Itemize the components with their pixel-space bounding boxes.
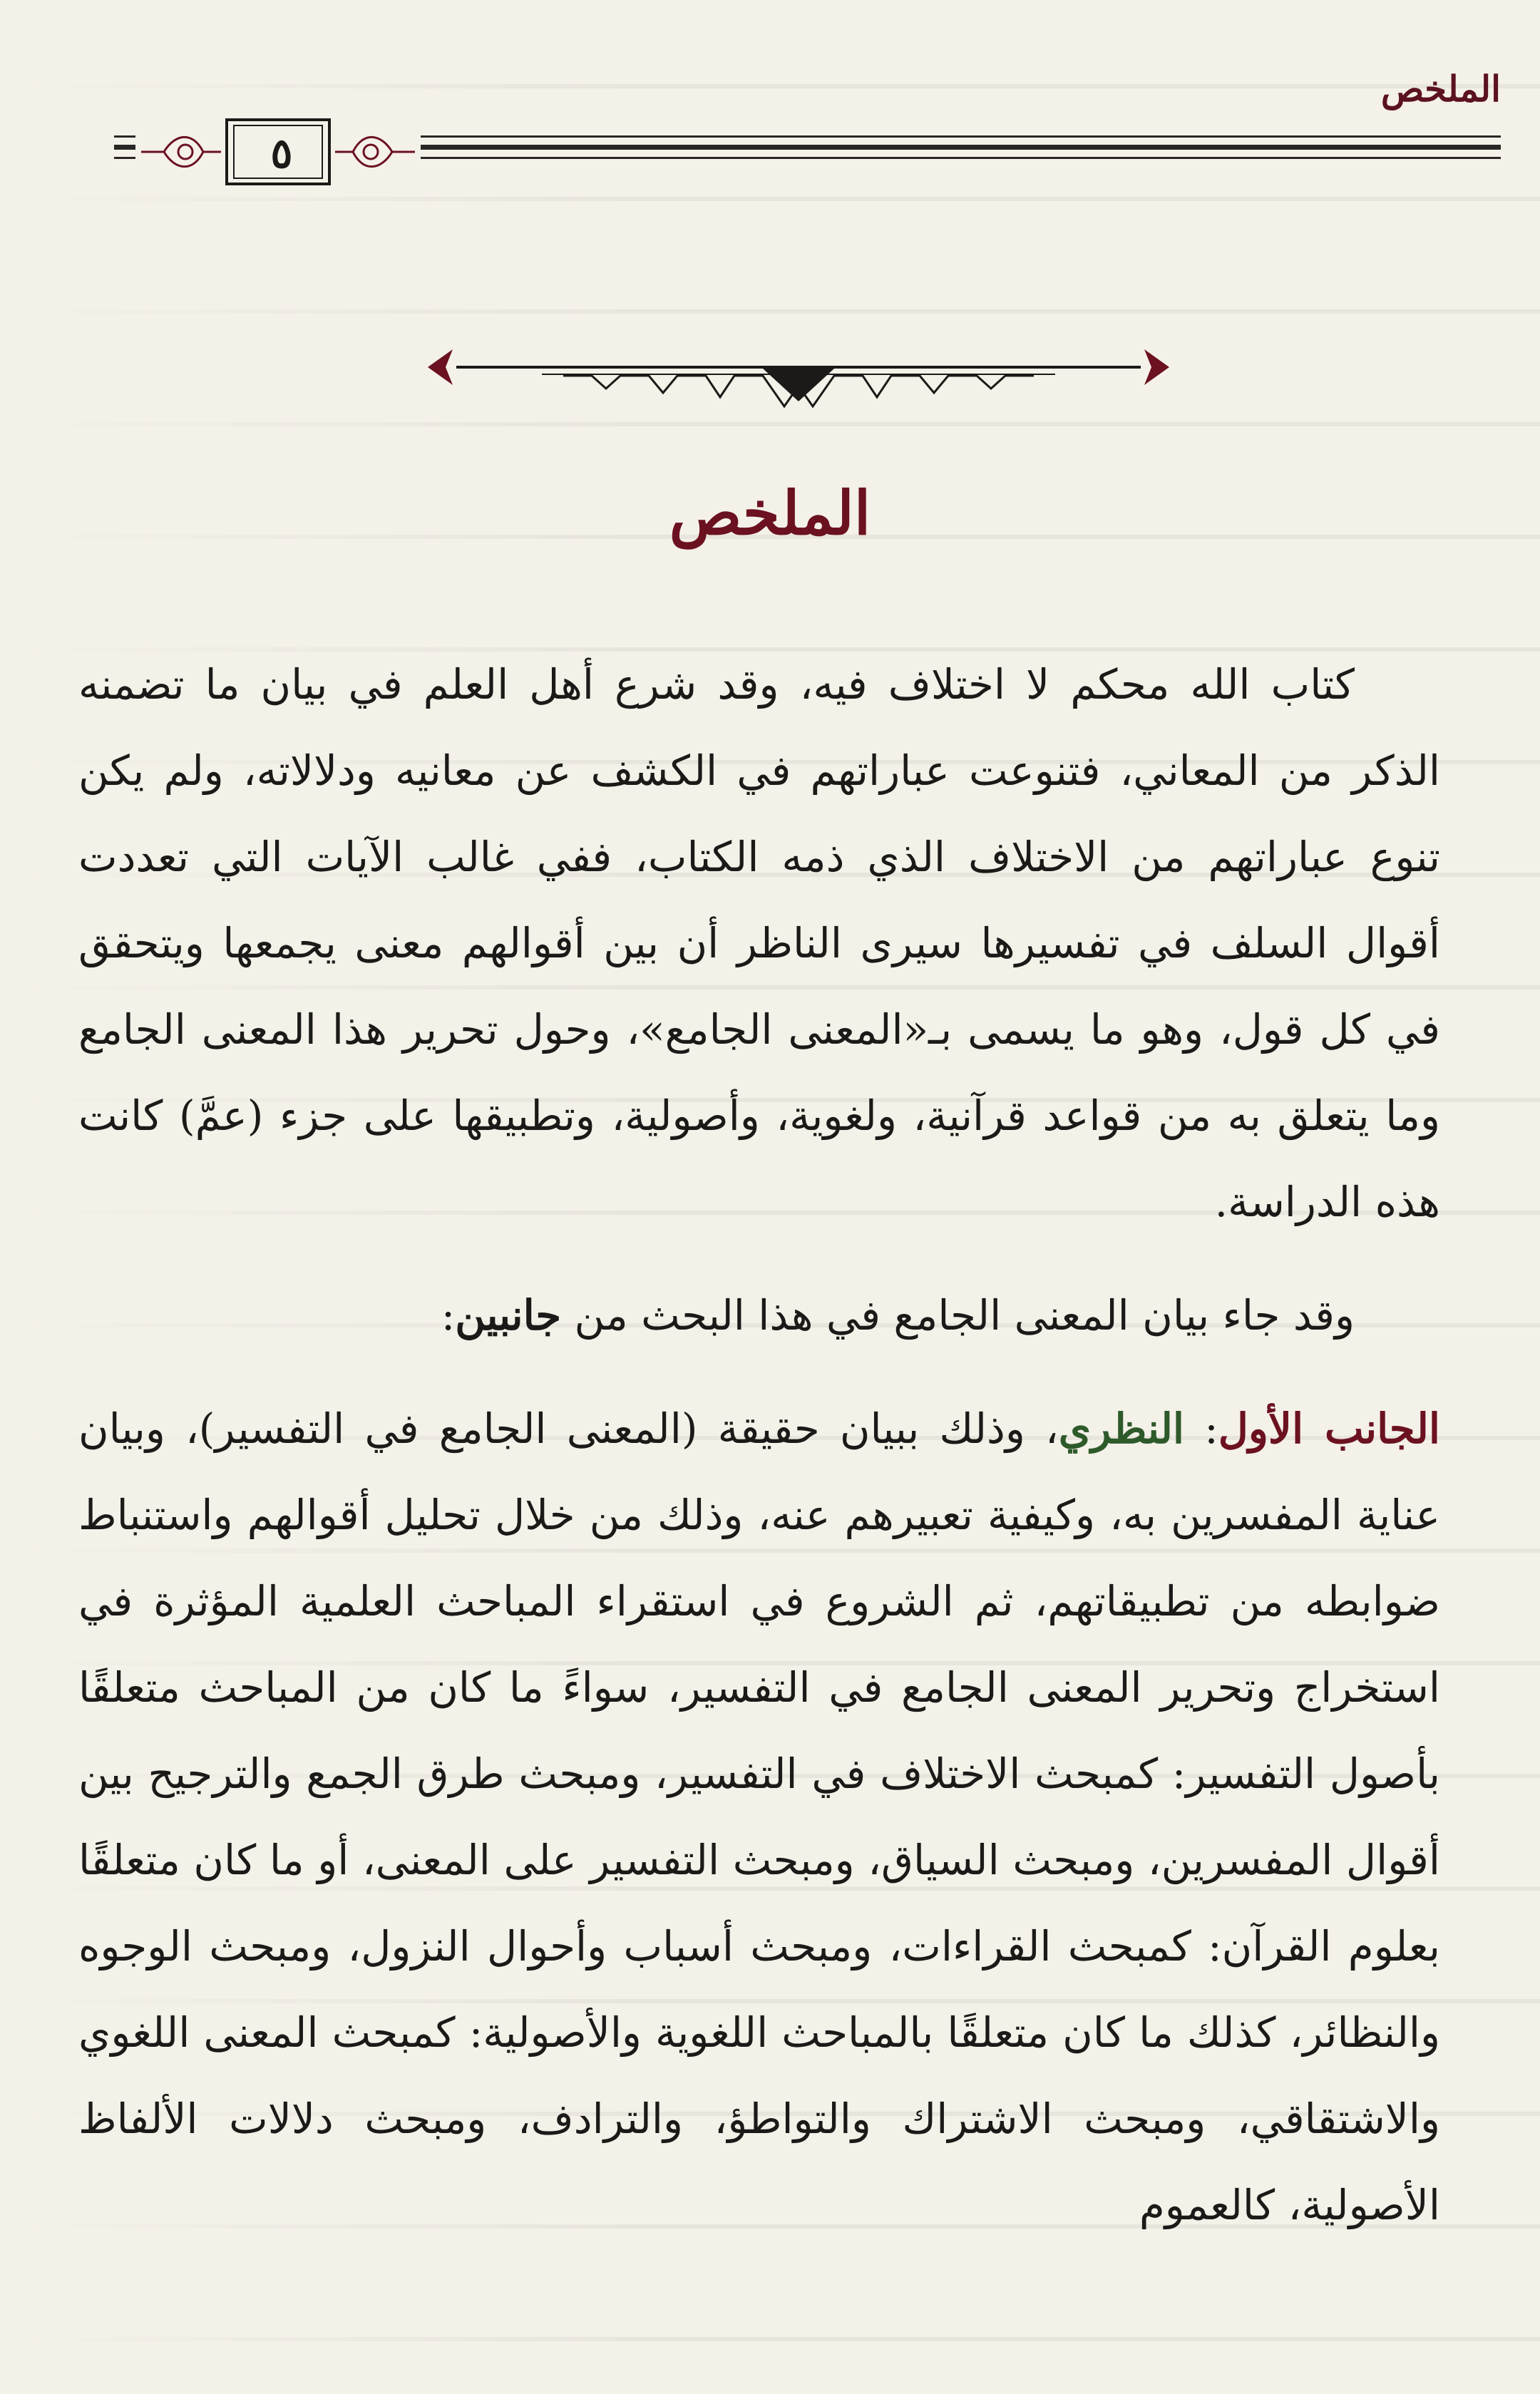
- running-header-title: الملخص: [1380, 68, 1501, 110]
- aspects-keyword: جانبين: [455, 1291, 562, 1340]
- paragraph-intro: كتاب الله محكم لا اختلاف فيه، وقد شرع أهل العلم في بيان ما تضمنه الذكر من المعاني، فتنوعت عباراتهم في الكشف عن معانيه ودلالاته، ولم يكن تنوع عباراتهم من الاختلاف الذي ذمه الكتاب، ففي غالب الآيات التي تعددت أقوال السلف في تفسيرها سيرى الناظر أن بين أقوالهم معنى يجمعها ويتحقق في كل قول، وهو ما يسمى بـ«المعنى الجامع»، وحول تحرير هذا المعنى الجامع وما يتعلق به من قواعد قرآنية، ولغوية، وأصولية، وتطبيقها على جزء (عمَّ) كانت هذه الدراسة.: [78, 660, 1440, 1226]
- paragraph-first-aspect: [78, 1386, 1440, 2249]
- paragraph-aspects-intro: [78, 1273, 1440, 1359]
- page-number: ٥: [270, 129, 293, 178]
- abstract-body: [78, 642, 1440, 2249]
- first-aspect-separator: :: [1184, 1404, 1218, 1453]
- first-aspect-label: الجانب الأول: [1218, 1404, 1440, 1453]
- section-divider-ornament: [421, 324, 1176, 424]
- section-title: الملخص: [669, 478, 871, 548]
- aspects-colon: :: [441, 1291, 456, 1340]
- aspects-lead-text: وقد جاء بيان المعنى الجامع في هذا البحث من: [561, 1291, 1355, 1340]
- first-aspect-keyword: النظري: [1058, 1404, 1185, 1453]
- first-aspect-text: ، وذلك ببيان حقيقة (المعنى الجامع في التفسير)، وبيان عناية المفسرين به، وكيفية تعبيرهم عنه، وذلك من خلال تحليل أقوالهم واستنباط ضوابطه من تطبيقاتهم، ثم الشروع في استقراء المباحث العلمية المؤثرة في استخراج وتحرير المعنى الجامع في التفسير، سواءً ما كان من المباحث متعلقًا بأصول التفسير: كمبحث الاختلاف في التفسير، ومبحث طرق الجمع والترجيح بين أقوال المفسرين، ومبحث السياق، ومبحث التفسير على المعنى، أو ما كان متعلقًا بعلوم القرآن: كمبحث القراءات، ومبحث أسباب وأحوال النزول، ومبحث الوجوه والنظائر، كذلك ما كان متعلقًا بالمباحث اللغوية والأصولية: كمبحث المعنى اللغوي والاشتقاقي، ومبحث الاشتراك والتواطؤ، والترادف، ومبحث دلالات الألفاظ الأصولية، كالعموم: [78, 1404, 1440, 2229]
